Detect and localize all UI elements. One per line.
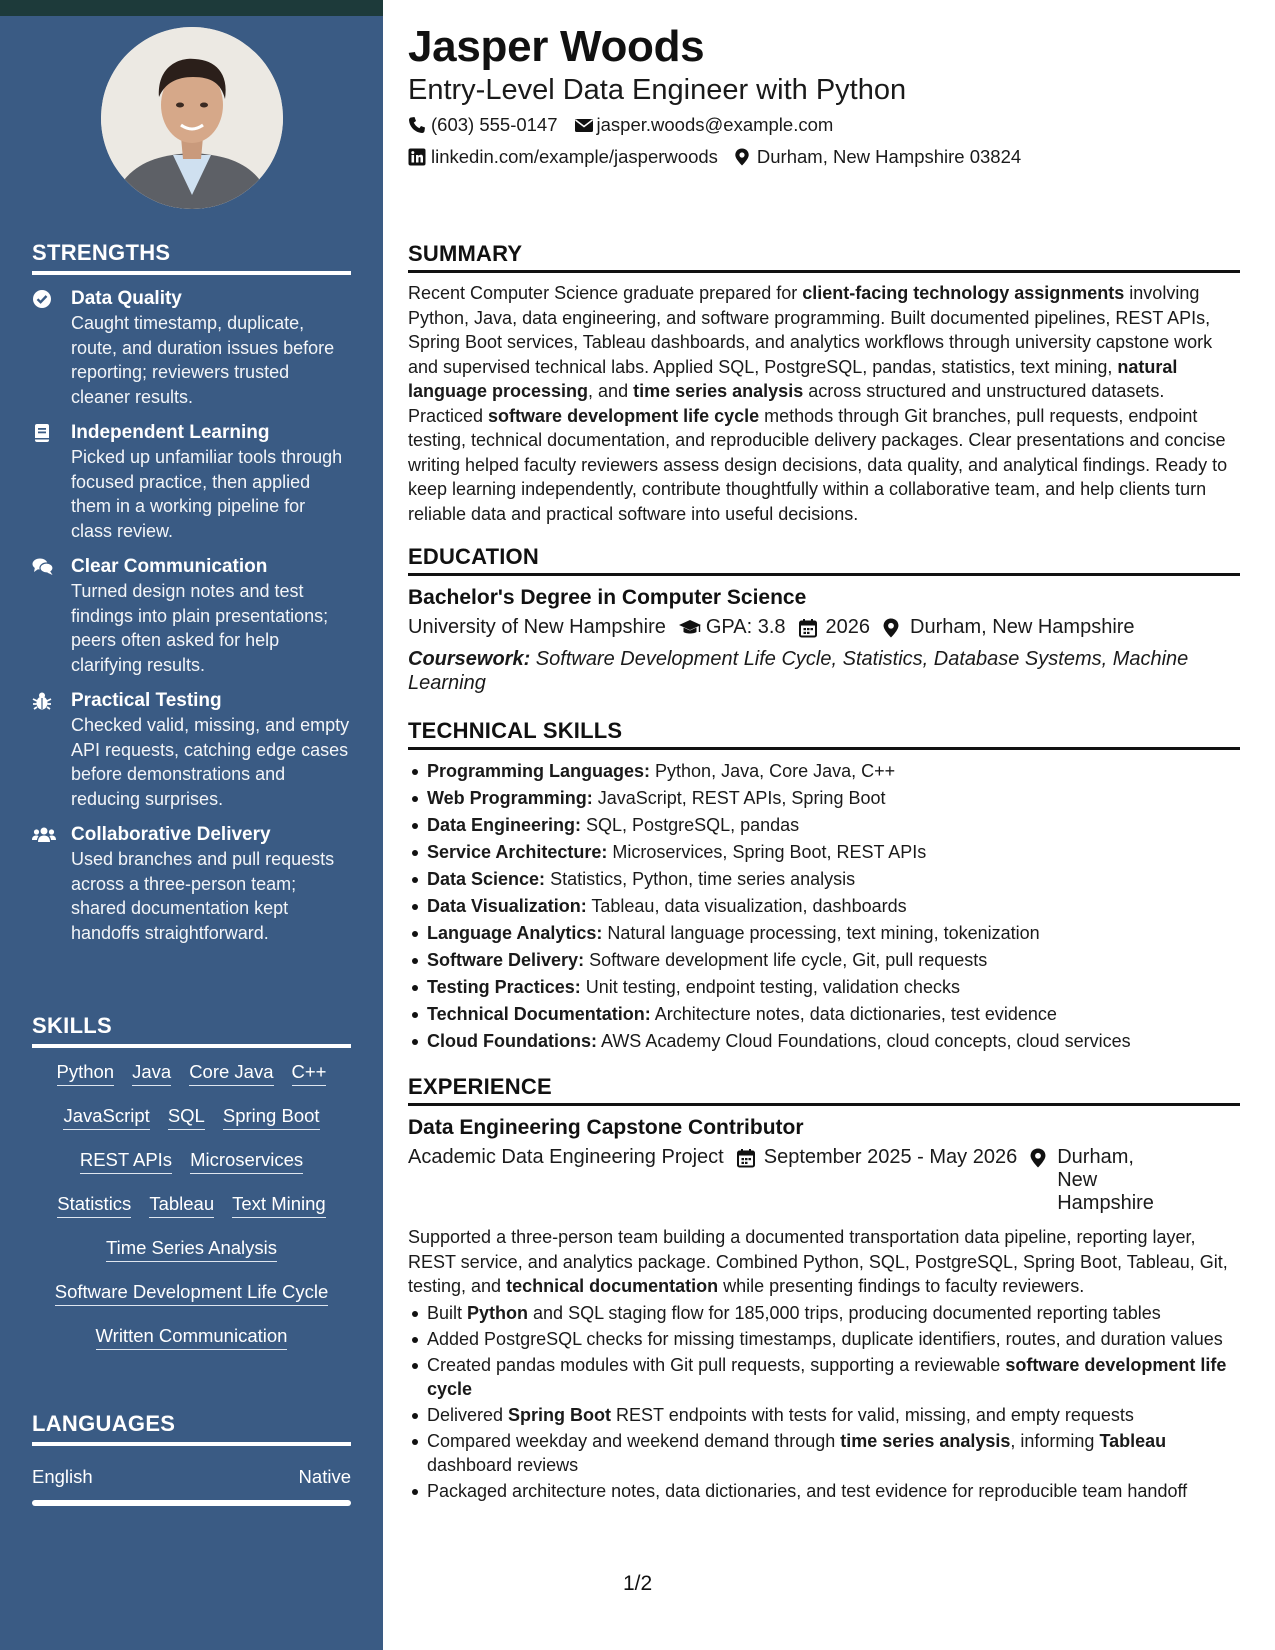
phone-text: (603) 555-0147 [431,114,558,135]
graduation-cap-icon [678,618,698,638]
skills-row [32,1058,351,1086]
list-item [408,785,1240,812]
strength-title: Data Quality [71,288,182,309]
skill-tag: Software Development Life Cycle [55,1278,329,1306]
experience-meta [408,1146,1240,1215]
strength-item [32,555,351,677]
list-item [408,1028,1240,1055]
skill-values: AWS Academy Cloud Foundations, cloud concepts, cloud services [596,1031,1131,1051]
text-run: Created pandas modules with Git pull requests, supporting a reviewable [427,1354,1006,1375]
emphasis-text: technical documentation [506,1276,719,1296]
comments-icon [32,557,54,577]
text-run: dashboard reviews [427,1454,579,1475]
list-item [408,1301,1240,1325]
location-pin-icon [882,618,902,638]
phone-icon [408,116,426,134]
education-meta [408,616,1240,639]
education-section [408,544,1240,695]
list-item [408,947,1240,974]
skill-tag: Core Java [189,1058,273,1086]
calendar-icon [736,1148,756,1168]
skill-tag: Statistics [57,1190,131,1218]
linkedin-icon [408,148,426,166]
language-name: English [32,1466,93,1487]
list-item [408,893,1240,920]
page-number: 1/2 [623,1572,653,1595]
skill-tag: REST APIs [80,1146,172,1174]
strength-desc: Picked up unfamiliar tools through focused practice, then applied them in a working pipeline for class review. [71,447,343,541]
education-location: Durham, New Hampshire [910,616,1135,638]
emphasis-text: time series analysis [840,1430,1011,1451]
text-run: methods through Git branches, pull requests, endpoint testing, technical documentation, and reproducible delivery packages. Clear presentations and concise writing helped faculty reviewers assess design decisions, data quality, and analytical findings. Ready to keep learning independently, contribute thoughtfully within a collaborative team, and help clients turn reliable data and practical software into useful decisions. [408,405,1228,524]
role-title: Data Engineering Capstone Contributor [408,1116,804,1139]
technical-skills-section [408,718,1240,1055]
book-icon [32,423,54,443]
skill-tag: Text Mining [232,1190,326,1218]
list-item [408,1327,1240,1351]
list-item [408,1429,1240,1477]
skill-values: Unit testing, endpoint testing, validation checks [580,977,960,997]
sidebar-top-band [0,0,383,16]
text-run: , and [588,381,634,401]
skill-tag: Tableau [149,1190,214,1218]
text-run: Added PostgreSQL checks for missing timestamps, duplicate identifiers, routes, and duration values [427,1328,1223,1349]
emphasis-text: Spring Boot [508,1404,612,1425]
skills-row [32,1322,351,1350]
skill-tag: C++ [292,1058,327,1086]
skill-category: Language Analytics: [427,923,603,943]
strength-item [32,287,351,409]
bug-icon [32,691,54,711]
strength-item [32,823,351,945]
languages-heading: LANGUAGES [32,1411,351,1446]
school-name: University of New Hampshire [408,616,666,638]
emphasis-text: natural language processing [408,356,1178,401]
summary-heading: SUMMARY [408,241,1240,273]
experience-dates-item [736,1146,1018,1169]
strength-title: Independent Learning [71,422,270,443]
strength-desc: Turned design notes and test findings into plain presentations; peers often asked for help clarifying results. [71,581,329,675]
skill-category: Service Architecture: [427,842,608,862]
strength-desc: Caught timestamp, duplicate, route, and duration issues before reporting; reviewers trusted cleaner results. [71,313,335,407]
skill-category: Software Delivery: [427,950,585,970]
envelope-icon [574,116,592,134]
profile-photo [101,27,283,209]
text-run: , informing [1010,1430,1100,1451]
location-contact [734,146,1021,168]
experience-heading: EXPERIENCE [408,1074,1240,1106]
skill-category: Data Science: [427,869,546,889]
text-run: across structured and unstructured datasets. Practiced [408,381,1165,426]
degree-title: Bachelor's Degree in Computer Science [408,586,807,609]
emphasis-text: client-facing technology assignments [802,283,1125,303]
list-item [408,1353,1240,1401]
text-run: Built [427,1302,468,1323]
coursework-label: Coursework: [408,648,531,670]
skill-tag: Spring Boot [223,1102,320,1130]
list-item [408,1403,1240,1427]
emphasis-text: time series analysis [633,381,804,401]
text-run: and SQL staging flow for 185,000 trips, producing documented reporting tables [528,1302,1161,1323]
text-run: Supported a three-person team building a documented transportation data pipeline, reporting layer, REST service, and analytics package. Combined Python, SQL, PostgreSQL, Spring Boot, Tableau, Git, testing, and [408,1227,1228,1296]
location-pin-icon [1029,1148,1049,1168]
strength-desc: Used branches and pull requests across a three-person team; shared documentation kept handoffs straightforward. [71,849,335,943]
skills-section [32,1013,351,1366]
strength-desc: Checked valid, missing, and empty API requests, catching edge cases before demonstrations and reducing surprises. [71,715,350,809]
users-icon [32,825,54,845]
skill-values: Architecture notes, data dictionaries, test evidence [650,1004,1057,1024]
text-run: while presenting findings to faculty reviewers. [718,1276,1085,1296]
location-text: Durham, New Hampshire 03824 [756,146,1022,167]
skills-row [32,1278,351,1306]
technical-skills-list [408,758,1240,1055]
candidate-name: Jasper Woods [408,22,705,71]
skill-tag: Written Communication [96,1322,288,1350]
strength-title: Collaborative Delivery [71,824,271,845]
skill-category: Programming Languages: [427,761,651,781]
coursework [408,647,1240,695]
list-item [408,812,1240,839]
emphasis-text: software development life cycle [488,405,760,426]
skill-tag: Time Series Analysis [106,1234,277,1262]
list-item [408,1001,1240,1028]
skill-tag: Microservices [190,1146,303,1174]
summary-section [408,241,1240,526]
skill-category: Data Visualization: [427,896,587,916]
text-run: Compared weekday and weekend demand through [427,1430,841,1451]
skills-row [32,1190,351,1218]
sidebar [0,0,383,1650]
organization-name: Academic Data Engineering Project [408,1146,724,1168]
graduation-year: 2026 [825,616,871,638]
language-proficiency-bar [32,1500,351,1506]
strength-item [32,689,351,811]
skill-tag: Python [57,1058,115,1086]
list-item [408,866,1240,893]
phone-contact [408,114,558,136]
list-item [408,758,1240,785]
experience-location: Durham, New Hampshire [1057,1146,1154,1214]
text-run: Delivered [427,1404,509,1425]
check-circle-icon [32,289,54,309]
strengths-heading: STRENGTHS [32,240,351,275]
experience-section [408,1074,1240,1505]
technical-skills-heading: TECHNICAL SKILLS [408,718,1240,750]
email-contact[interactable] [574,114,834,136]
list-item [408,920,1240,947]
calendar-icon [798,618,818,638]
text-run: Packaged architecture notes, data dictionaries, and test evidence for reproducible team handoff [427,1480,1188,1501]
skill-category: Testing Practices: [427,977,581,997]
skills-row [32,1102,351,1130]
skill-values: Natural language processing, text mining, tokenization [602,923,1040,943]
experience-location-item [1029,1146,1179,1215]
skills-list [32,1058,351,1350]
experience-summary [408,1225,1240,1299]
location-pin-icon [734,148,752,166]
education-location-item [882,616,1135,639]
experience-dates: September 2025 - May 2026 [763,1146,1018,1168]
education-heading: EDUCATION [408,544,1240,576]
skill-category: Technical Documentation: [427,1004,651,1024]
skill-tag: Java [132,1058,171,1086]
list-item [408,839,1240,866]
skill-values: Software development life cycle, Git, pull requests [584,950,988,970]
list-item [408,974,1240,1001]
strength-title: Clear Communication [71,556,268,577]
skill-values: Statistics, Python, time series analysis [545,869,856,889]
skill-category: Data Engineering: [427,815,582,835]
strength-title: Practical Testing [71,690,222,711]
skill-tag: SQL [168,1102,205,1130]
linkedin-text[interactable]: linkedin.com/example/jasperwoods [431,146,718,167]
skill-category: Web Programming: [427,788,593,808]
emphasis-text: software development life cycle [427,1354,1227,1399]
list-item [408,1479,1240,1503]
strength-item [32,421,351,543]
job-title: Entry-Level Data Engineer with Python [408,74,907,106]
strengths-section [32,240,351,945]
skills-heading: SKILLS [32,1013,351,1048]
gpa-text: GPA: 3.8 [705,616,786,638]
skill-values: JavaScript, REST APIs, Spring Boot [592,788,886,808]
emphasis-text: Tableau [1099,1430,1167,1451]
text-run: involving Python, Java, data engineering, and software programming. Built documented pipelines, REST APIs, Spring Boot services, Tableau dashboards, and analytics workflows through university capstone work and supervised technical labs. Applied SQL, PostgreSQL, pandas, statistics, text mining, [408,283,1213,377]
linkedin-contact[interactable] [408,146,718,168]
languages-section [32,1411,351,1506]
language-item [32,1466,351,1488]
experience-bullets [408,1301,1240,1503]
text-run: REST endpoints with tests for valid, missing, and empty requests [611,1404,1134,1425]
skill-values: Tableau, data visualization, dashboards [586,896,907,916]
skill-values: Microservices, Spring Boot, REST APIs [607,842,927,862]
gpa-item [678,616,786,639]
contact-row [408,114,833,136]
language-level: Native [298,1466,351,1487]
contact-row [408,146,1021,168]
skill-values: SQL, PostgreSQL, pandas [581,815,800,835]
emphasis-text: Python [467,1302,529,1323]
coursework-list: Software Development Life Cycle, Statistics, Database Systems, Machine Learning [408,648,1189,694]
skill-tag: JavaScript [63,1102,149,1130]
skills-row [32,1234,351,1262]
skills-row [32,1146,351,1174]
email-text[interactable]: jasper.woods@example.com [596,114,834,135]
skill-category: Cloud Foundations: [427,1031,597,1051]
text-run: Recent Computer Science graduate prepared for [408,283,803,303]
summary-text [408,281,1240,526]
skill-values: Python, Java, Core Java, C++ [650,761,896,781]
graduation-year-item [798,616,871,639]
